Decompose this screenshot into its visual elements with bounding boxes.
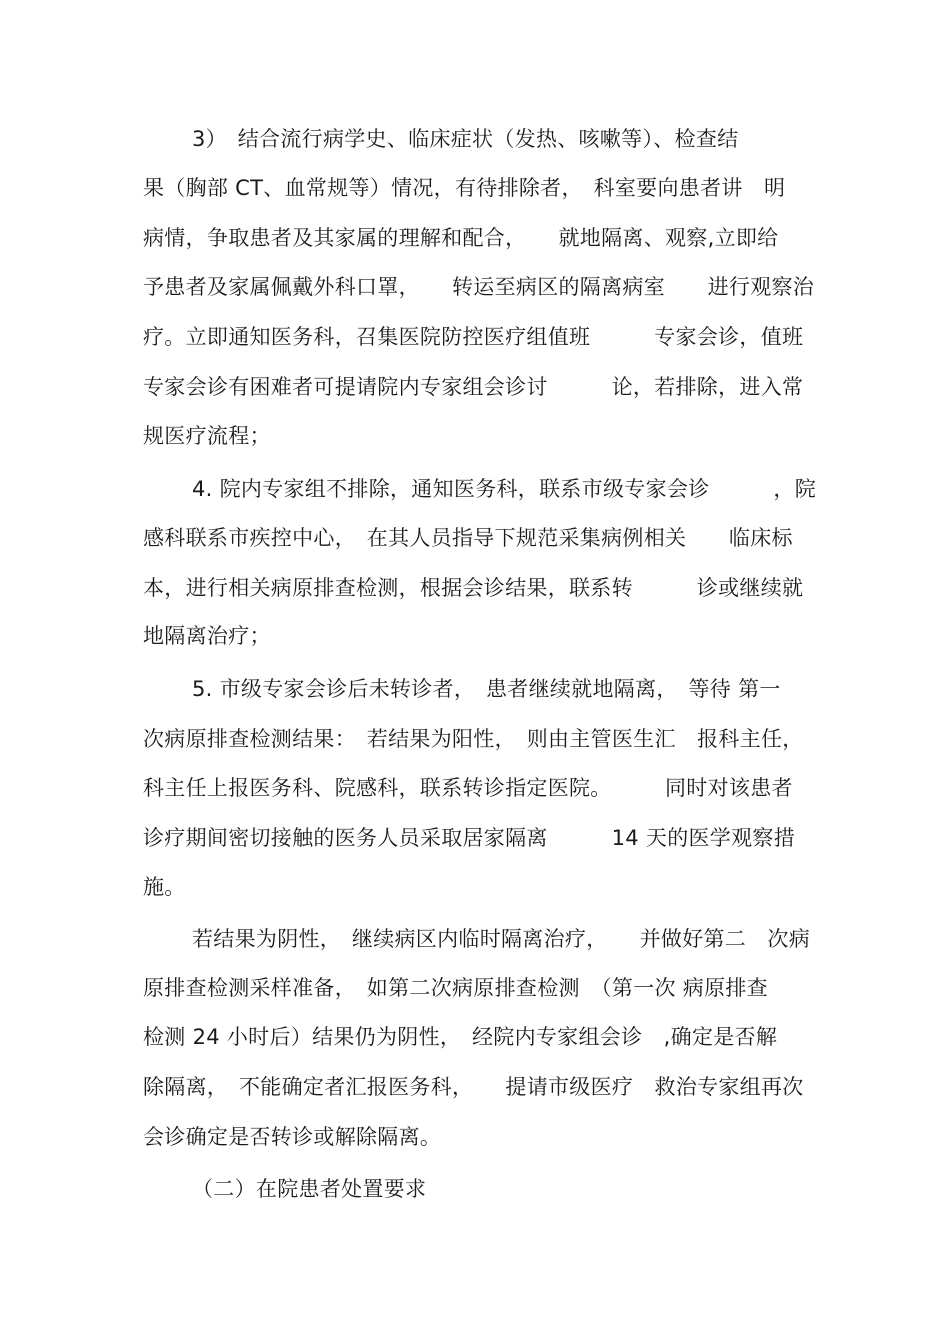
paragraph-line: 5. 市级专家会诊后未转诊者， 患者继续就地隔离， 等待 第一 xyxy=(192,677,781,701)
paragraph-line: 疗。立即通知医务科，召集医院防控医疗组值班 专家会诊，值班 xyxy=(143,325,804,349)
paragraph-line: 予患者及家属佩戴外科口罩， 转运至病区的隔离病室 进行观察治 xyxy=(143,275,815,299)
paragraph-line: 3） 结合流行病学史、临床症状（发热、咳嗽等）、检查结 xyxy=(192,127,739,151)
paragraph-line: 地隔离治疗； xyxy=(143,624,271,648)
paragraph-line: 规医疗流程； xyxy=(143,424,271,448)
paragraph-line: 诊疗期间密切接触的医务人员采取居家隔离 14 天的医学观察措 xyxy=(143,826,795,850)
paragraph-line: 若结果为阴性， 继续病区内临时隔离治疗， 并做好第二 次病 xyxy=(192,927,810,951)
paragraph-line: 4. 院内专家组不排除，通知医务科，联系市级专家会诊 ，院 xyxy=(192,477,817,501)
paragraph-line: 除隔离， 不能确定者汇报医务科， 提请市级医疗 救治专家组再次 xyxy=(143,1075,804,1099)
section-heading: （二）在院患者处置要求 xyxy=(192,1177,427,1201)
paragraph-line: 本，进行相关病原排查检测，根据会诊结果，联系转 诊或继续就 xyxy=(143,576,804,600)
paragraph-line: 病情，争取患者及其家属的理解和配合， 就地隔离、观察,立即给 xyxy=(143,226,779,250)
paragraph-line: 会诊确定是否转诊或解除隔离。 xyxy=(143,1125,442,1149)
paragraph-line: 科主任上报医务科、院感科，联系转诊指定医院。 同时对该患者 xyxy=(143,776,793,800)
paragraph-line: 感科联系市疾控中心， 在其人员指导下规范采集病例相关 临床标 xyxy=(143,526,793,550)
paragraph-line: 检测 24 小时后）结果仍为阴性， 经院内专家组会诊 ,确定是否解 xyxy=(143,1025,778,1049)
paragraph-line: 施。 xyxy=(143,875,186,899)
paragraph-line: 次病原排查检测结果： 若结果为阳性， 则由主管医生汇 报科主任， xyxy=(143,727,804,751)
paragraph-line: 专家会诊有困难者可提请院内专家组会诊讨 论，若排除，进入常 xyxy=(143,375,804,399)
paragraph-line: 果（胸部 CT、血常规等）情况，有待排除者， 科室要向患者讲 明 xyxy=(143,176,786,200)
paragraph-line: 原排查检测采样准备， 如第二次病原排查检测 （第一次 病原排查 xyxy=(143,976,768,1000)
